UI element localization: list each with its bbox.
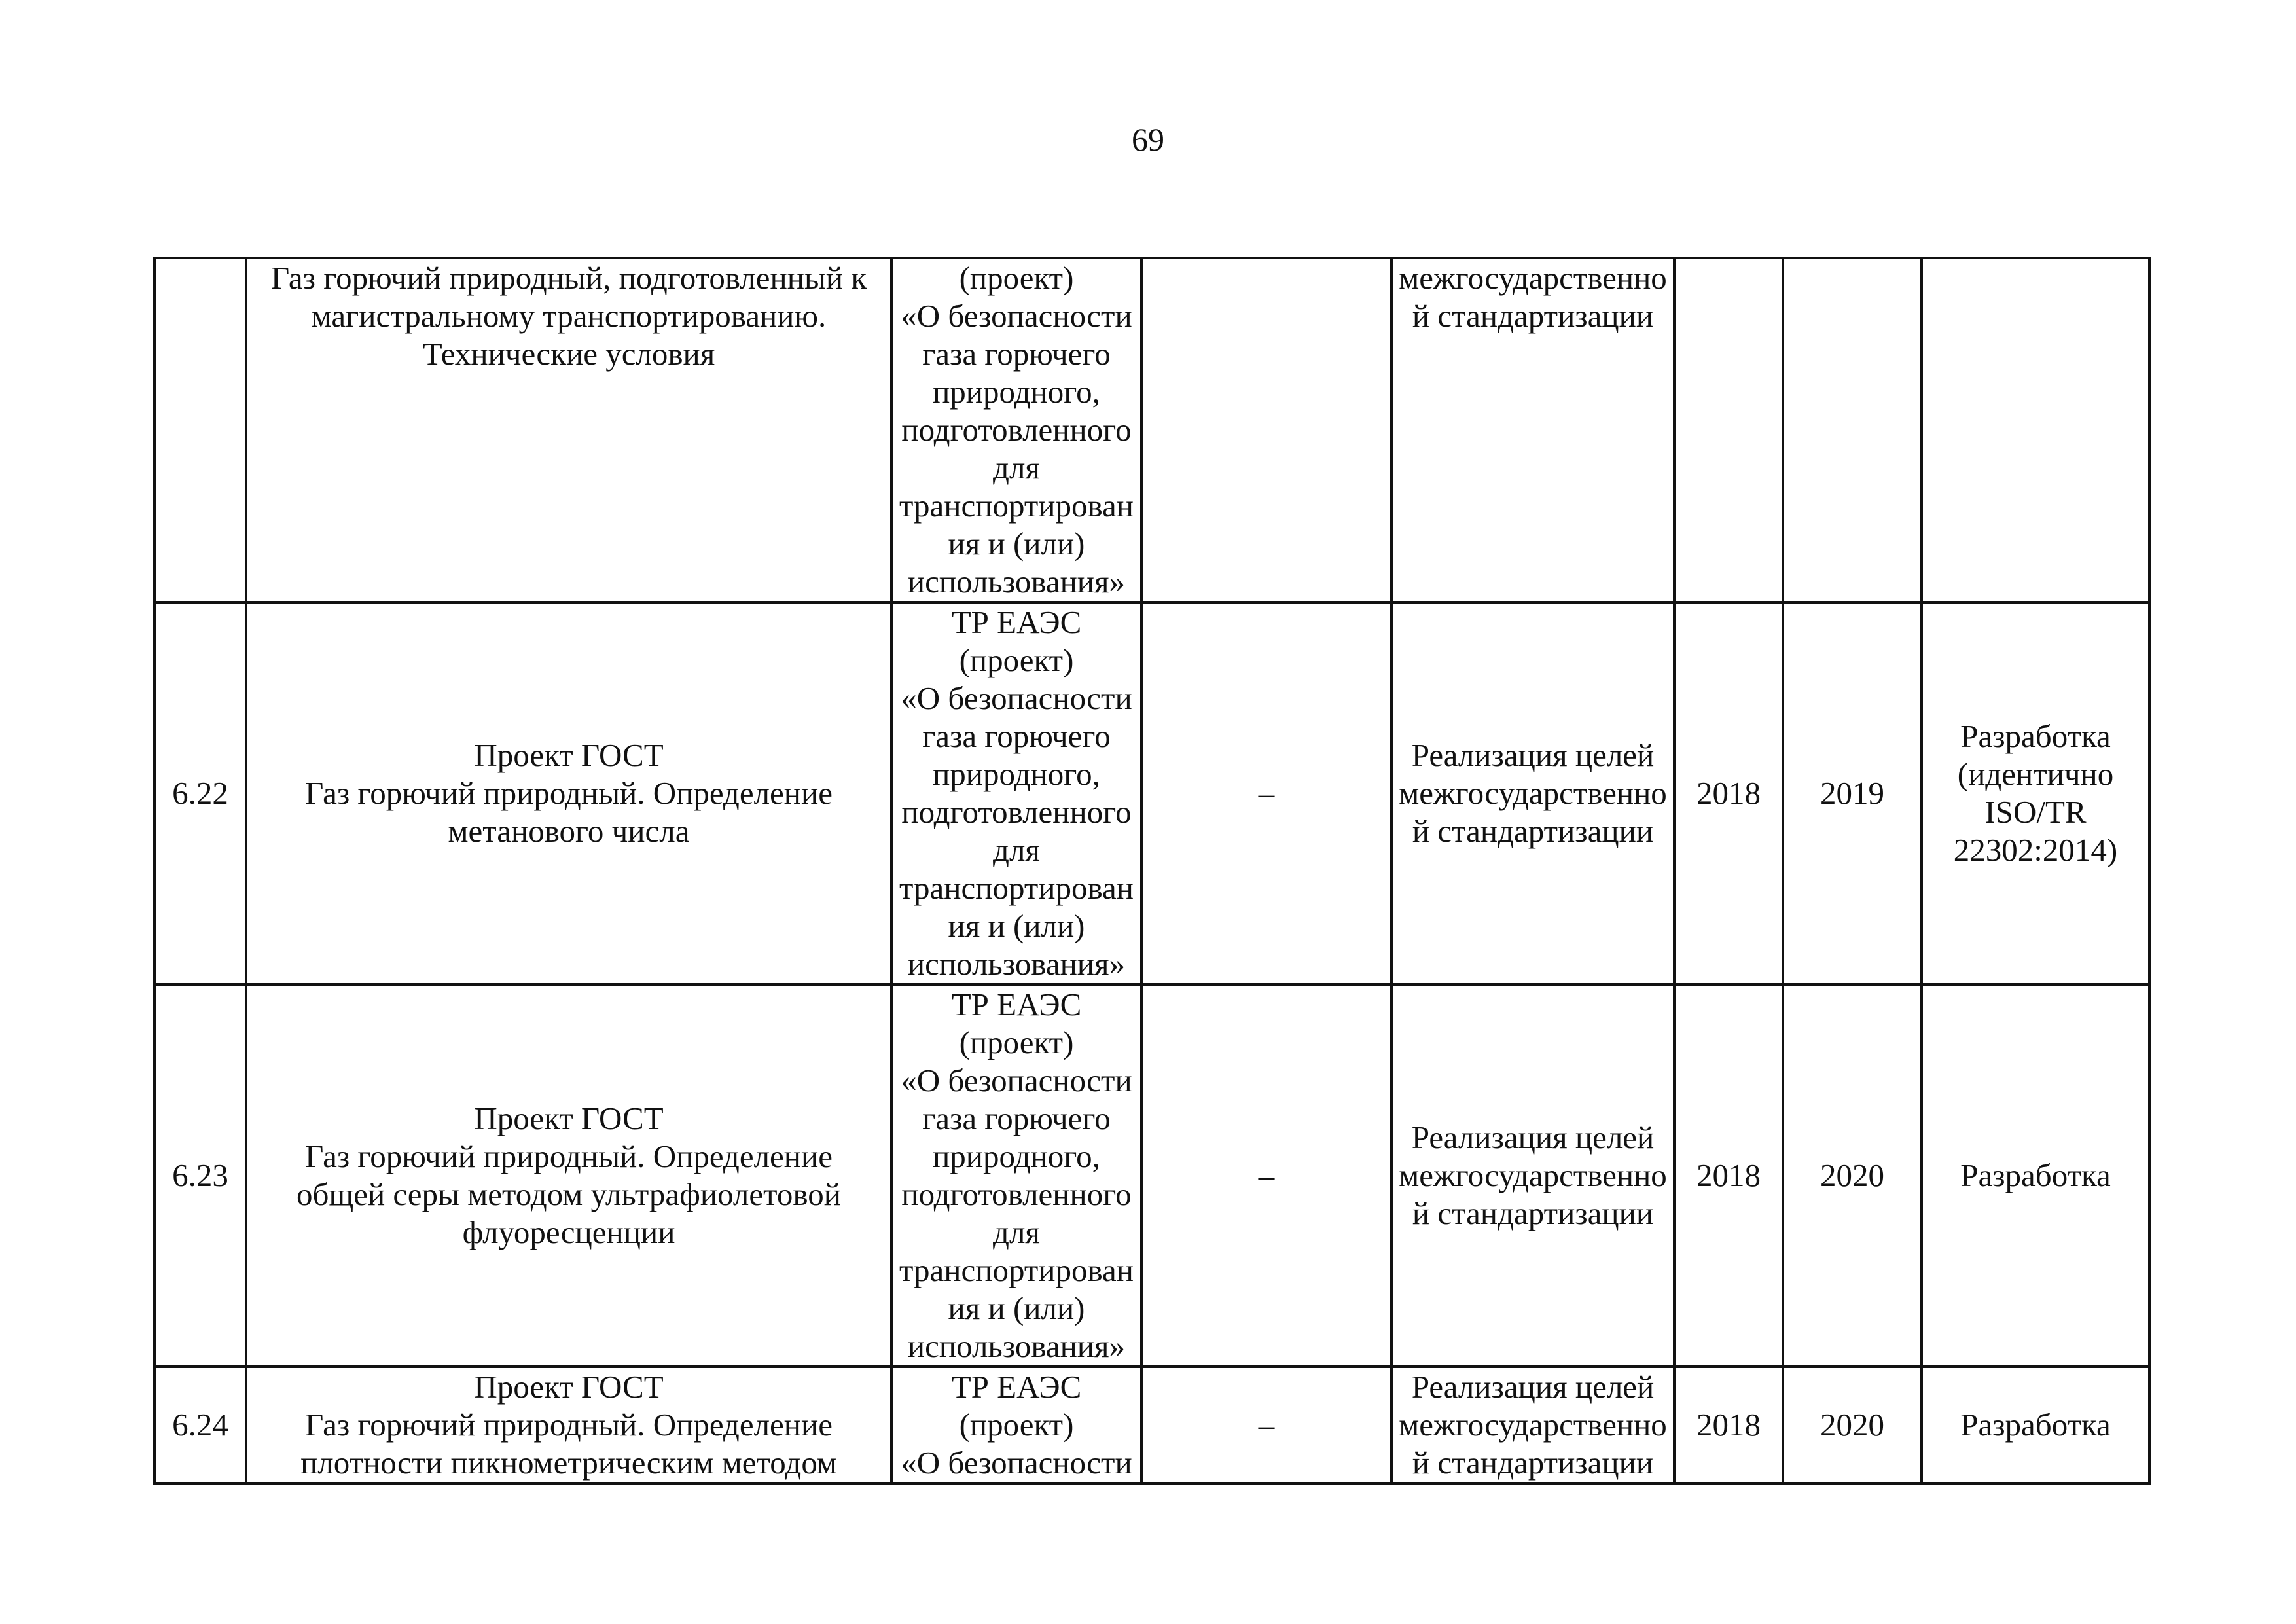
replaced-standard-cell [1141, 258, 1391, 602]
technical-regulation-cell-line: использования» [907, 564, 1126, 600]
standard-title-cell-line: Газ горючий природный. Определение [304, 775, 833, 811]
standard-title-cell-line: Проект ГОСТ [474, 737, 664, 773]
technical-regulation-cell-line: подготовленного [901, 794, 1132, 830]
technical-regulation-cell-line: ия и (или) [948, 1290, 1085, 1326]
note-cell [1922, 258, 2149, 602]
page-number: 69 [1132, 121, 1164, 158]
table-body [154, 258, 2149, 1483]
technical-regulation-cell-line: подготовленного [901, 412, 1132, 448]
technical-regulation-cell-line: использования» [907, 946, 1126, 982]
technical-regulation-cell [891, 602, 1141, 984]
standard-title-cell-line: магистральному транспортированию. [311, 298, 827, 334]
technical-regulation-cell-line: газа горючего [922, 336, 1111, 372]
technical-regulation-cell-line: газа горючего [922, 1100, 1111, 1136]
replaced-standard-cell: – [1141, 1367, 1391, 1483]
start-year-cell: 2018 [1674, 984, 1783, 1367]
technical-regulation-cell-line: «О безопасности [901, 298, 1132, 334]
item-number-cell: 6.23 [154, 984, 246, 1367]
technical-regulation-cell-line: ия и (или) [948, 908, 1085, 944]
standard-title-cell-line: плотности пикнометрическим методом [300, 1445, 837, 1481]
technical-regulation-cell-line: транспортирован [899, 870, 1134, 906]
technical-regulation-cell [891, 258, 1141, 602]
note-cell-line: Разработка [1960, 1157, 2111, 1193]
standards-plan-table [153, 257, 2151, 1485]
standard-title-cell-line: флуоресценции [462, 1214, 675, 1250]
development-goal-cell-line: Реализация целей [1411, 737, 1655, 773]
standard-title-cell-line: Газ горючий природный. Определение [304, 1407, 833, 1443]
start-year-cell: 2018 [1674, 1367, 1783, 1483]
note-cell [1922, 602, 2149, 984]
technical-regulation-cell-line: ТР ЕАЭС [951, 604, 1082, 640]
development-goal-cell-line: й стандартизации [1412, 813, 1654, 849]
technical-regulation-cell-line: газа горючего [922, 718, 1111, 754]
development-goal-cell-line: межгосударственно [1399, 260, 1667, 296]
table-row [154, 984, 2149, 1367]
technical-regulation-cell-line: ТР ЕАЭС [951, 986, 1082, 1022]
technical-regulation-cell-line: использования» [907, 1328, 1126, 1364]
end-year-cell [1783, 258, 1922, 602]
technical-regulation-cell-line: ия и (или) [948, 526, 1085, 562]
standard-title-cell [246, 1367, 891, 1483]
standard-title-cell-line: Газ горючий природный, подготовленный к [270, 260, 867, 296]
note-cell-line: 22302:2014) [1953, 832, 2118, 868]
development-goal-cell-line: Реализация целей [1411, 1119, 1655, 1155]
technical-regulation-cell-line: (проект) [959, 1024, 1074, 1060]
technical-regulation-cell [891, 984, 1141, 1367]
development-goal-cell-line: й стандартизации [1412, 298, 1654, 334]
item-number-cell: 6.22 [154, 602, 246, 984]
table-row [154, 1367, 2149, 1483]
technical-regulation-cell-line: (проект) [959, 642, 1074, 678]
start-year-cell [1674, 258, 1783, 602]
development-goal-cell [1391, 1367, 1674, 1483]
technical-regulation-cell-line: (проект) [959, 1407, 1074, 1443]
standard-title-cell [246, 258, 891, 602]
development-goal-cell-line: межгосударственно [1399, 775, 1667, 811]
standard-title-cell-line: Технические условия [422, 336, 715, 372]
technical-regulation-cell-line: природного, [933, 756, 1100, 792]
note-cell-line: Разработка [1960, 1407, 2111, 1443]
note-cell [1922, 984, 2149, 1367]
technical-regulation-cell-line: для [993, 1214, 1040, 1250]
technical-regulation-cell-line: ТР ЕАЭС [951, 1369, 1082, 1405]
end-year-cell: 2020 [1783, 1367, 1922, 1483]
start-year-cell: 2018 [1674, 602, 1783, 984]
standard-title-cell-line: метанового числа [448, 813, 690, 849]
note-cell-line: ISO/TR [1984, 794, 2087, 830]
technical-regulation-cell-line: (проект) [959, 260, 1074, 296]
note-cell-line: (идентично [1957, 756, 2114, 792]
replaced-standard-cell: – [1141, 602, 1391, 984]
technical-regulation-cell-line: «О безопасности [901, 1445, 1132, 1481]
technical-regulation-cell [891, 1367, 1141, 1483]
technical-regulation-cell-line: природного, [933, 1138, 1100, 1174]
end-year-cell: 2019 [1783, 602, 1922, 984]
development-goal-cell-line: межгосударственно [1399, 1157, 1667, 1193]
development-goal-cell-line: межгосударственно [1399, 1407, 1667, 1443]
note-cell [1922, 1367, 2149, 1483]
development-goal-cell-line: й стандартизации [1412, 1445, 1654, 1481]
technical-regulation-cell-line: природного, [933, 374, 1100, 410]
standard-title-cell-line: Проект ГОСТ [474, 1369, 664, 1405]
standard-title-cell [246, 602, 891, 984]
item-number-cell: 6.24 [154, 1367, 246, 1483]
development-goal-cell [1391, 258, 1674, 602]
technical-regulation-cell-line: подготовленного [901, 1176, 1132, 1212]
development-goal-cell-line: й стандартизации [1412, 1195, 1654, 1231]
technical-regulation-cell-line: транспортирован [899, 1252, 1134, 1288]
technical-regulation-cell-line: для [993, 832, 1040, 868]
table-row [154, 258, 2149, 602]
technical-regulation-cell-line: «О безопасности [901, 680, 1132, 716]
technical-regulation-cell-line: для [993, 450, 1040, 486]
standard-title-cell [246, 984, 891, 1367]
end-year-cell: 2020 [1783, 984, 1922, 1367]
item-number-cell [154, 258, 246, 602]
standard-title-cell-line: Проект ГОСТ [474, 1100, 664, 1136]
technical-regulation-cell-line: «О безопасности [901, 1062, 1132, 1098]
development-goal-cell-line: Реализация целей [1411, 1369, 1655, 1405]
technical-regulation-cell-line: транспортирован [899, 488, 1134, 524]
development-goal-cell [1391, 984, 1674, 1367]
development-goal-cell [1391, 602, 1674, 984]
standard-title-cell-line: Газ горючий природный. Определение [304, 1138, 833, 1174]
standard-title-cell-line: общей серы методом ультрафиолетовой [296, 1176, 841, 1212]
replaced-standard-cell: – [1141, 984, 1391, 1367]
note-cell-line: Разработка [1960, 718, 2111, 754]
table-row [154, 602, 2149, 984]
